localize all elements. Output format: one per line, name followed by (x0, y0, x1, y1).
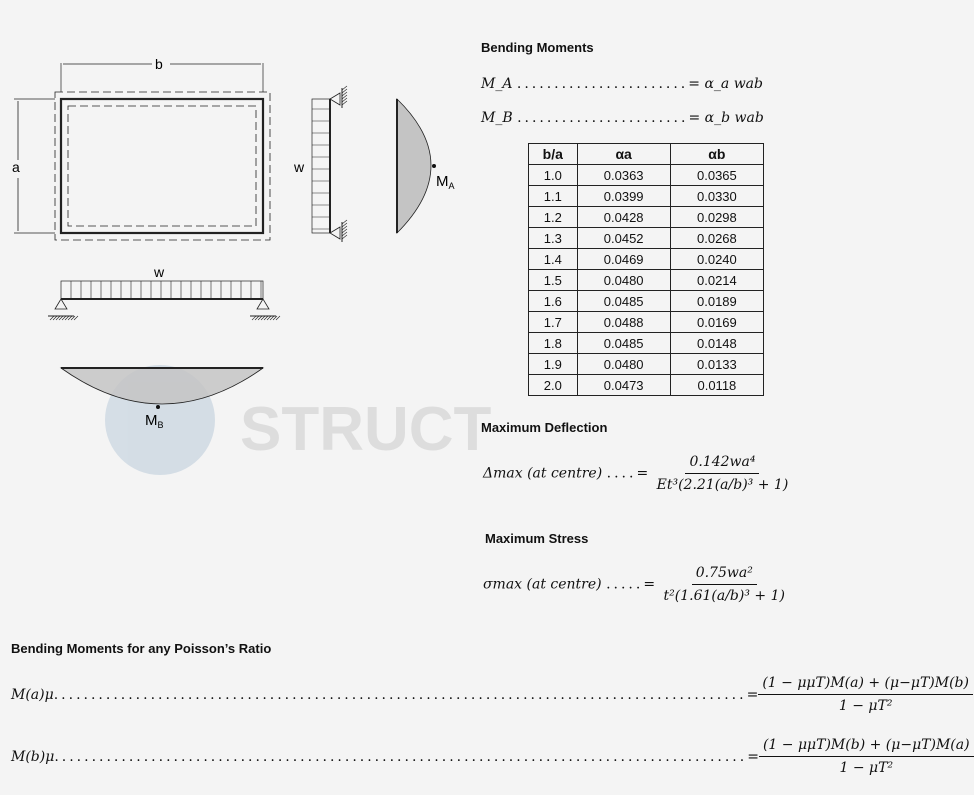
table-cell: 0.0480 (577, 354, 670, 375)
table-row (529, 375, 764, 396)
table-cell: 0.0428 (577, 207, 670, 228)
dim-b-label: b (155, 56, 163, 72)
table-cell: 0.0485 (577, 291, 670, 312)
table-cell: 0.0118 (670, 375, 763, 396)
watermark-text: STRUCT (240, 395, 492, 464)
dim-a-label: a (12, 159, 20, 175)
table-cell: 1.5 (529, 270, 578, 291)
table-cell: 0.0488 (577, 312, 670, 333)
table-row (529, 165, 764, 186)
max-deflection-title: Maximum Deflection (481, 420, 608, 435)
mb-equation: M_B .......................= α_b wab (481, 110, 764, 126)
ma-label: $M_A$ (436, 173, 455, 191)
max-stress-title: Maximum Stress (485, 531, 589, 546)
table-cell: 2.0 (529, 375, 578, 396)
table-row (529, 207, 764, 228)
load-w-side-label: w (294, 159, 305, 175)
alpha-table: b/a αa αb 1.0 0.0363 0.0365 1.1 0.0399 0.0330 1.2 0.0428 0.0298 1.3 0.0452 0.0268 1.4 0.0469 0.0240 1.5 0.0480 0.0214 1.6 0.0485 0.0189 1.7 0.0488 0.0169 1.8 0.0485 0.0148 1.9 0.0480 0.0133 2.0 0.0473 0.0118 (528, 143, 764, 396)
table-cell: 0.0399 (577, 186, 670, 207)
table-cell: 0.0452 (577, 228, 670, 249)
table-row (529, 354, 764, 375)
plate-diagram (0, 0, 492, 480)
table-cell: 1.9 (529, 354, 578, 375)
bending-moments-title: Bending Moments (481, 40, 594, 55)
table-row (529, 291, 764, 312)
table-row (529, 186, 764, 207)
table-cell: 0.0214 (670, 270, 763, 291)
table-row (529, 270, 764, 291)
table-cell: 1.8 (529, 333, 578, 354)
table-cell: 1.4 (529, 249, 578, 270)
mb-label: $M_B$ (145, 412, 164, 430)
table-cell: 0.0480 (577, 270, 670, 291)
m-mu-b-equation: M(b)μ ............................................................................................. = $\frac{\text{(1 − μμT)M(b) + (μ−μT)M(a)}}{\text{1 − μT²}}$ (11, 737, 811, 776)
table-cell: 0.0298 (670, 207, 763, 228)
load-w-beam-label: w (154, 264, 165, 280)
table-cell: 0.0148 (670, 333, 763, 354)
table-cell: 0.0469 (577, 249, 670, 270)
table-cell: 1.7 (529, 312, 578, 333)
table-cell: 0.0365 (670, 165, 763, 186)
stress-equation: σmax (at centre) .....= $\frac{\text{0.75wa²}}{\text{t²(1.61(a/b)³ + 1)}}$ (483, 565, 785, 604)
table-row (529, 312, 764, 333)
table-cell: 0.0240 (670, 249, 763, 270)
table-cell: 1.3 (529, 228, 578, 249)
table-cell: 1.2 (529, 207, 578, 228)
poisson-title: Bending Moments for any Poisson’s Ratio (11, 641, 272, 656)
table-row (529, 333, 764, 354)
m-mu-a-equation: M(a)μ ............................................................................................. = $\frac{\text{(1 − μμT)M(a) + (μ−μT)M(b)}}{\text{1 − μT²}}$ (11, 675, 811, 714)
table-cell: 0.0169 (670, 312, 763, 333)
table-cell: 0.0330 (670, 186, 763, 207)
table-cell: 0.0363 (577, 165, 670, 186)
table-cell: 0.0189 (670, 291, 763, 312)
table-cell: 0.0268 (670, 228, 763, 249)
deflection-equation: Δmax (at centre) ....= $\frac{\text{0.142wa⁴}}{\text{Et³(2.21(a/b)³ + 1)}}$ (483, 454, 789, 493)
table-cell: 0.0473 (577, 375, 670, 396)
table-cell: 1.0 (529, 165, 578, 186)
table-row (529, 249, 764, 270)
table-row (529, 228, 764, 249)
table-cell: 1.1 (529, 186, 578, 207)
ma-equation: M_A .......................= α_a wab (481, 76, 763, 92)
table-cell: 0.0133 (670, 354, 763, 375)
table-cell: 0.0485 (577, 333, 670, 354)
table-cell: 1.6 (529, 291, 578, 312)
